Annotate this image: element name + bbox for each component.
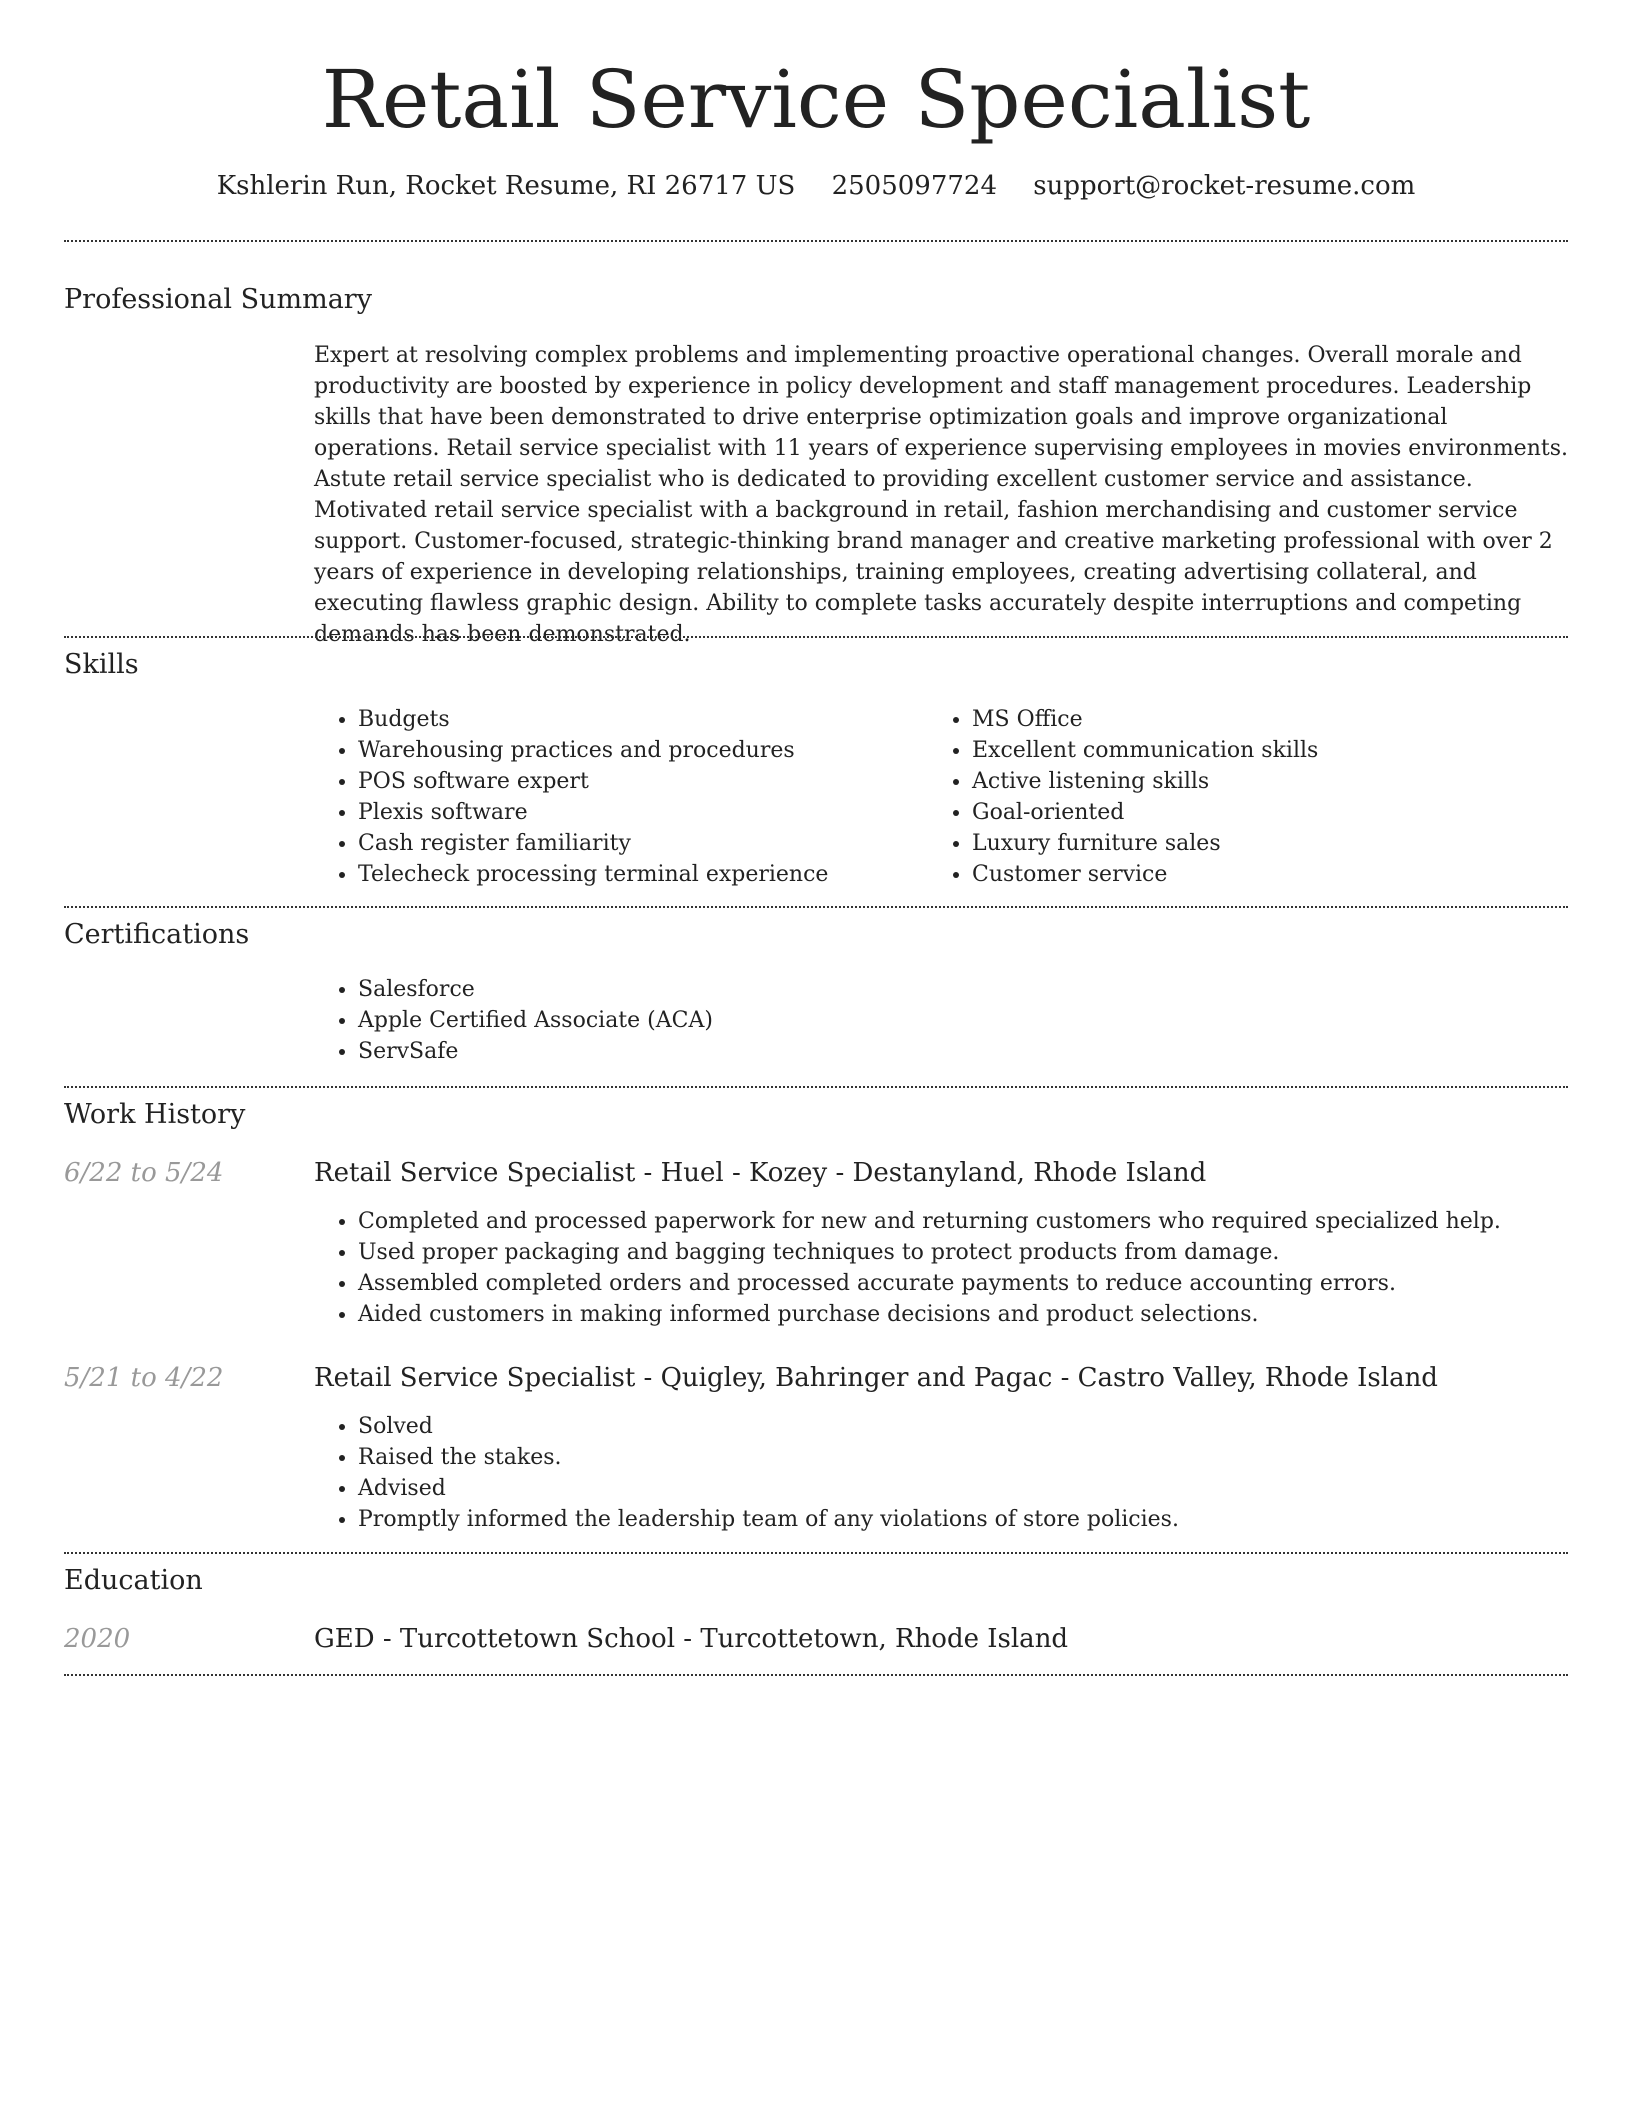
- education-date: 2020: [64, 1624, 131, 1654]
- certifications-list: [314, 974, 1558, 1067]
- job-title: Retail Service Specialist - Quigley, Bahringer and Pagac - Castro Valley, Rhode Island: [314, 1363, 1438, 1393]
- list-item: • Telecheck processing terminal experience: [358, 859, 918, 890]
- list-item: • Customer service: [972, 859, 1572, 890]
- list-item: • Excellent communication skills: [972, 735, 1572, 766]
- list-item: • Used proper packaging and bagging techniques to protect products from damage.: [358, 1237, 1608, 1268]
- job-dates: 5/21 to 4/22: [64, 1363, 224, 1393]
- skills-list-right: [928, 704, 1572, 890]
- job-bullets: [314, 1411, 1608, 1535]
- list-item: • Apple Certified Associate (ACA): [358, 1005, 1558, 1036]
- job-bullets: [314, 1206, 1608, 1330]
- list-item: • Luxury furniture sales: [972, 828, 1572, 859]
- list-item: • Assembled completed orders and processed accurate payments to reduce accounting errors.: [358, 1268, 1608, 1299]
- section-heading-summary: Professional Summary: [64, 284, 372, 315]
- list-item: • Active listening skills: [972, 766, 1572, 797]
- list-item: • ServSafe: [358, 1036, 1558, 1067]
- list-item: • Warehousing practices and procedures: [358, 735, 918, 766]
- contact-phone: 2505097724: [831, 171, 998, 201]
- divider: [64, 906, 1568, 908]
- list-item: • POS software expert: [358, 766, 918, 797]
- education-title: GED - Turcottetown School - Turcottetown, Rhode Island: [314, 1624, 1069, 1654]
- section-heading-education: Education: [64, 1565, 203, 1596]
- divider: [64, 1552, 1568, 1554]
- contact-line: [64, 168, 1568, 204]
- list-item: • Salesforce: [358, 974, 1558, 1005]
- list-item: • Solved: [358, 1411, 1608, 1442]
- divider: [64, 636, 1568, 638]
- list-item: • Goal-oriented: [972, 797, 1572, 828]
- contact-email: support@rocket-resume.com: [1033, 171, 1416, 201]
- list-item: • Aided customers in making informed purchase decisions and product selections.: [358, 1299, 1608, 1330]
- job-title: Retail Service Specialist - Huel - Kozey - Destanyland, Rhode Island: [314, 1158, 1207, 1188]
- list-item: • Completed and processed paperwork for new and returning customers who required specialized help.: [358, 1206, 1608, 1237]
- divider: [64, 240, 1568, 242]
- summary-text: Expert at resolving complex problems and implementing proactive operational changes. Overall morale and productivity are boosted by experience in policy development and staff management procedures. Leadership skills that have been demonstrated to drive enterprise optimization goals and improve organizational operations. Retail service specialist with 11 years of experience supervising employees in movies environments. Astute retail service specialist who is dedicated to providing excellent customer service and assistance. Motivated retail service specialist with a background in retail, fashion merchandising and customer service support. Customer-focused, strategic-thinking brand manager and creative marketing professional with over 2 years of experience in developing relationships, training employees, creating advertising collateral, and executing flawless graphic design. Ability to complete tasks accurately despite interruptions and competing demands has been demonstrated.: [314, 343, 1568, 647]
- resume-header: [64, 50, 1568, 204]
- list-item: • Plexis software: [358, 797, 918, 828]
- section-heading-work-history: Work History: [64, 1099, 246, 1130]
- divider: [64, 1086, 1568, 1088]
- list-item: • Advised: [358, 1473, 1608, 1504]
- page-title: Retail Service Specialist: [321, 53, 1311, 146]
- list-item: • Promptly informed the leadership team of any violations of store policies.: [358, 1504, 1608, 1535]
- list-item: • MS Office: [972, 704, 1572, 735]
- job-dates: 6/22 to 5/24: [64, 1158, 224, 1188]
- section-heading-certifications: Certifications: [64, 919, 250, 950]
- contact-address: Kshlerin Run, Rocket Resume, RI 26717 US: [216, 171, 796, 201]
- list-item: • Budgets: [358, 704, 918, 735]
- list-item: • Raised the stakes.: [358, 1442, 1608, 1473]
- list-item: • Cash register familiarity: [358, 828, 918, 859]
- divider: [64, 1674, 1568, 1676]
- section-heading-skills: Skills: [64, 649, 139, 680]
- skills-list-left: [314, 704, 918, 890]
